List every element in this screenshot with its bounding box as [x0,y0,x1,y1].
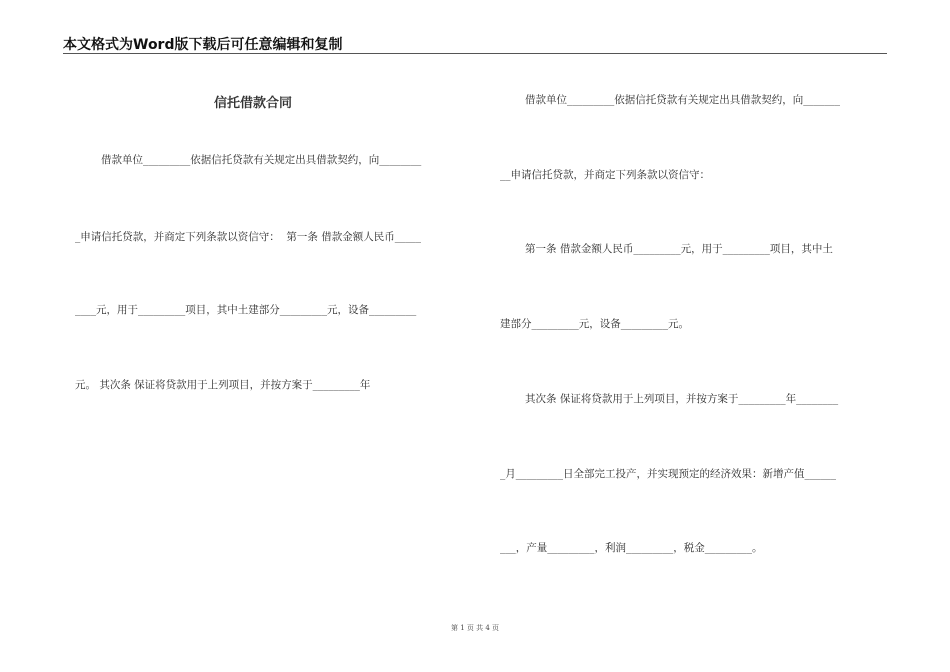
left-paragraph-line-1: 借款单位_________依据信托贷款有关规定出具借款契约，向________ [101,154,422,166]
right-paragraph-line-5: 其次条 保证将贷款用于上列项目，并按方案于_________年________ [525,393,839,405]
left-paragraph-line-3: ____元，用于_________项目，其中土建部分_________元，设备_________ [75,304,417,316]
contract-title: 信托借款合同 [214,96,293,111]
right-paragraph-line-7: ___，产量_________，利润_________，税金_________。 [500,542,763,554]
page-number-footer: 第 1 页 共 4 页 [450,624,500,632]
right-paragraph-line-4: 建部分_________元，设备_________元。 [500,318,689,330]
right-paragraph-line-6: _月_________日全部完工投产，并实现预定的经济效果：新增产值______ [500,468,836,480]
header-divider [63,53,887,54]
right-paragraph-line-1: 借款单位_________依据信托贷款有关规定出具借款契约，向_______ [525,94,840,106]
document-header-title: 本文格式为Word版下载后可任意编辑和复制 [63,37,343,53]
right-paragraph-line-3: 第一条 借款金额人民币_________元，用于_________项目，其中土 [525,243,833,255]
left-paragraph-line-2: _申请信托贷款，并商定下列条款以资信守： 第一条 借款金额人民币_____ [75,231,422,243]
left-paragraph-line-4: 元。 其次条 保证将贷款用于上列项目，并按方案于_________年 [75,379,371,391]
right-paragraph-line-2: __申请信托贷款，并商定下列条款以资信守： [500,169,710,181]
